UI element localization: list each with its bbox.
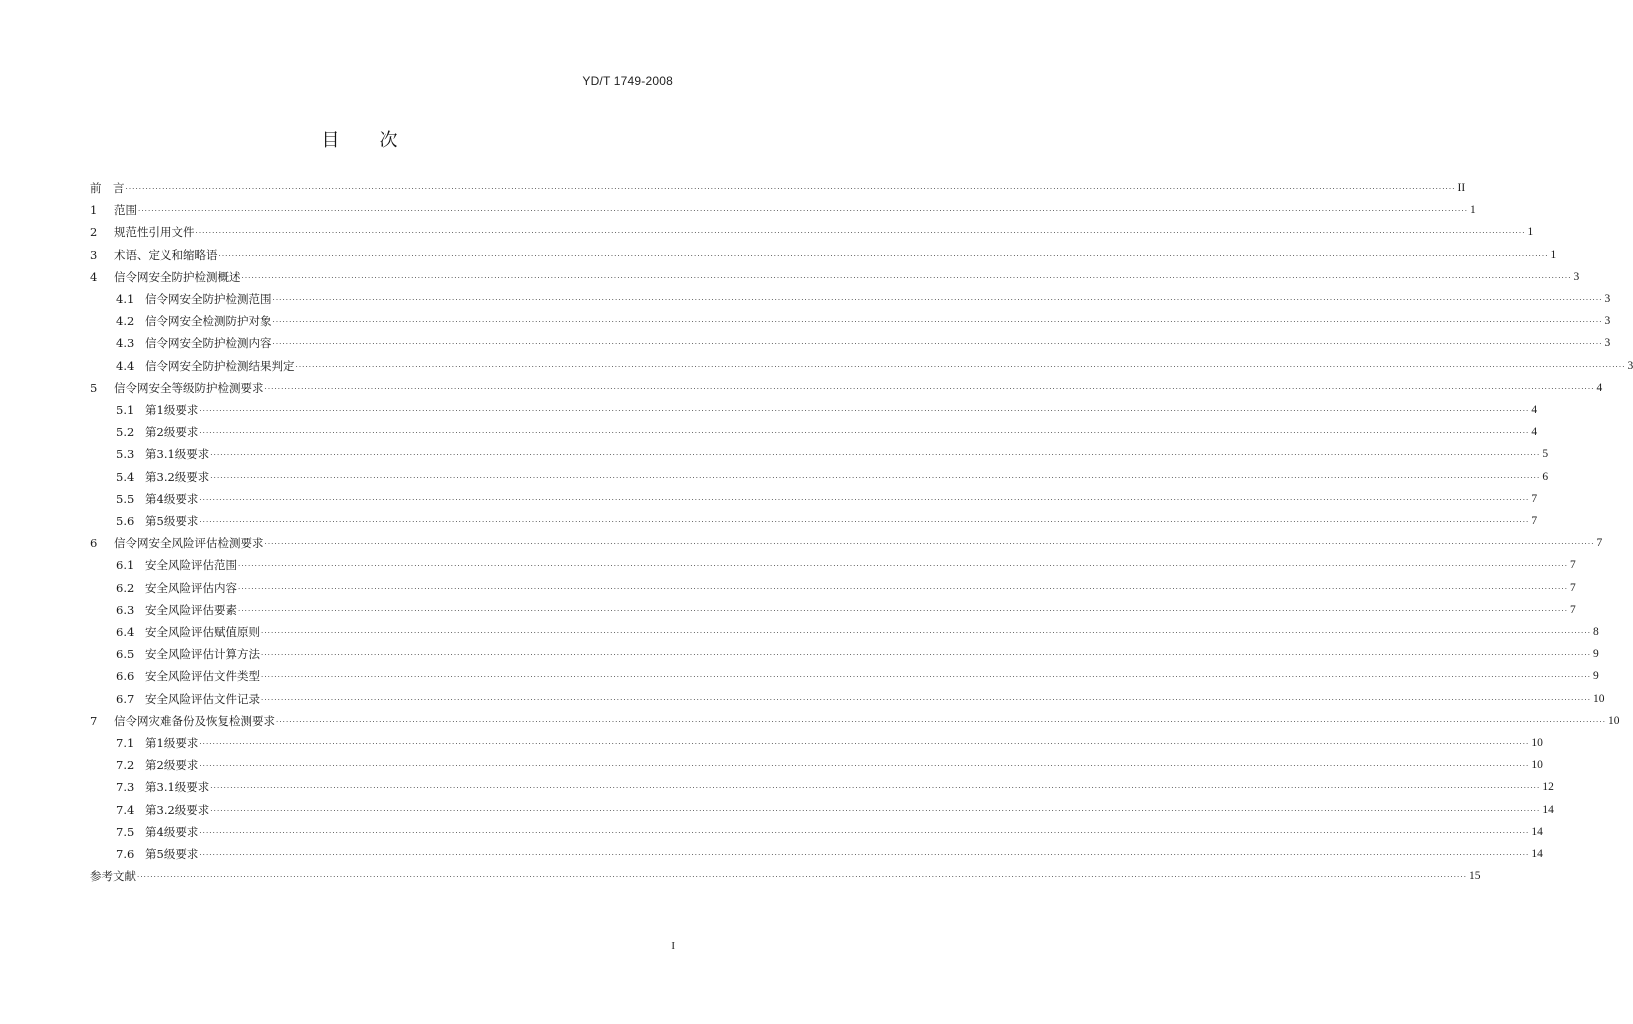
toc-entry-number: 6.5 — [116, 647, 135, 662]
toc-entry-title: 安全风险评估计算方法 — [145, 647, 260, 662]
toc-entry-page: 5 — [1542, 448, 1549, 461]
toc-entry[interactable] — [116, 397, 1538, 417]
toc-dot-leader: ················································································································································································································································································································································································································ — [238, 584, 1569, 593]
toc-entry[interactable] — [116, 663, 1599, 684]
toc-entry[interactable] — [116, 486, 1538, 506]
toc-dot-leader: ················································································································································································································································································································································································································ — [295, 362, 1626, 371]
toc-entry-title: 安全风险评估文件记录 — [145, 691, 260, 706]
toc-dot-leader: ················································································································································································································································································································································································································ — [199, 740, 1530, 748]
toc-entry[interactable] — [116, 308, 1611, 329]
toc-dot-leader: ················································································································································································································································································································································································································ — [210, 451, 1541, 460]
toc-entry[interactable] — [116, 841, 1543, 861]
toc-entry-page: 1 — [1527, 226, 1534, 239]
toc-entry-title: 第1级要求 — [145, 736, 199, 750]
toc-entry[interactable] — [90, 219, 1534, 240]
toc-entry-number: 6.3 — [116, 602, 135, 617]
toc-entry[interactable] — [90, 863, 1481, 884]
toc-entry-number: 4 — [90, 269, 98, 284]
toc-dot-leader: ················································································································································································································································································································································································································ — [125, 185, 1456, 193]
toc-entry[interactable] — [116, 819, 1543, 839]
toc-entry-number: 4.2 — [116, 314, 135, 329]
toc-entry[interactable] — [116, 441, 1549, 462]
toc-entry-title: 第2级要求 — [145, 758, 199, 773]
toc-dot-leader: ················································································································································································································································································································································································································ — [210, 806, 1541, 815]
toc-entry[interactable] — [116, 508, 1538, 528]
toc-entry-number: 6.7 — [116, 691, 135, 706]
toc-entry-title: 第4级要求 — [145, 824, 199, 839]
toc-entry-number: 6.4 — [116, 625, 135, 639]
toc-entry[interactable] — [90, 708, 1620, 728]
toc-entry-page: 10 — [1531, 737, 1543, 749]
toc-entry[interactable] — [116, 419, 1538, 440]
toc-dot-leader: ················································································································································································································································································································································································································ — [261, 629, 1592, 637]
toc-entry-page: 4 — [1596, 381, 1603, 394]
toc-entry-number: 7 — [90, 713, 98, 728]
toc-entry-page: 3 — [1604, 337, 1611, 350]
toc-dot-leader: ················································································································································································································································································································································································································ — [272, 296, 1603, 304]
toc-entry-title: 前 言 — [90, 181, 125, 195]
toc-entry-title: 安全风险评估范围 — [145, 558, 237, 573]
toc-entry-page: 6 — [1542, 470, 1549, 483]
toc-entry-title: 第5级要求 — [145, 847, 199, 861]
toc-entry-title: 信令网安全检测防护对象 — [145, 314, 272, 329]
toc-entry-page: II — [1457, 182, 1466, 194]
toc-entry-number: 7.3 — [116, 780, 135, 795]
toc-entry-page: 15 — [1469, 870, 1481, 883]
toc-entry-page: 9 — [1593, 670, 1599, 683]
toc-dot-leader: ················································································································································································································································································································································································································ — [264, 384, 1595, 393]
toc-entry-number: 2 — [90, 225, 98, 240]
toc-entry-page: 1 — [1470, 204, 1476, 217]
toc-entry[interactable] — [90, 197, 1476, 218]
toc-entry-page: 7 — [1570, 581, 1576, 594]
toc-entry-number: 6.1 — [116, 558, 135, 573]
page-number: I — [671, 940, 675, 952]
toc-dot-leader: ················································································································································································································································································································································································································ — [210, 473, 1541, 482]
toc-entry[interactable] — [90, 530, 1603, 551]
toc-entry-title: 第3.2级要求 — [145, 469, 210, 484]
toc-entry-number: 7.1 — [116, 736, 135, 750]
toc-entry-title: 信令网安全防护检测内容 — [145, 336, 272, 351]
toc-entry-page: 7 — [1531, 515, 1538, 527]
toc-entry-number: 7.2 — [116, 758, 135, 773]
toc-entry-page: 9 — [1593, 648, 1599, 661]
toc-entry-page: 3 — [1627, 359, 1633, 372]
toc-entry[interactable] — [90, 375, 1603, 395]
toc-entry-number: 5.5 — [116, 491, 135, 506]
toc-entry-page: 4 — [1531, 404, 1538, 416]
toc-entry-title: 第3.2级要求 — [145, 802, 210, 817]
toc-entry-number: 5 — [90, 380, 98, 395]
toc-entry-title: 信令网安全风险评估检测要求 — [114, 536, 264, 551]
toc-entry-number: 5.4 — [116, 469, 135, 484]
toc-entry-title: 第5级要求 — [145, 514, 199, 528]
toc-entry-page: 7 — [1531, 492, 1538, 505]
toc-entry-number: 4.3 — [116, 336, 135, 351]
toc-dot-leader: ················································································································································································································································································································································································································ — [138, 207, 1469, 216]
toc-entry[interactable] — [116, 464, 1549, 484]
toc-dot-leader: ················································································································································································································································································································································································································ — [276, 717, 1607, 726]
toc-entry[interactable] — [116, 552, 1576, 573]
toc-entry[interactable] — [116, 774, 1554, 795]
toc-entry-number: 7.5 — [116, 824, 135, 839]
toc-dot-leader: ················································································································································································································································································································································································································ — [199, 407, 1530, 415]
toc-entry-title: 安全风险评估要素 — [145, 602, 237, 617]
toc-entry[interactable] — [116, 575, 1576, 595]
toc-entry-title: 信令网安全等级防护检测要求 — [114, 380, 264, 395]
toc-entry[interactable] — [116, 641, 1599, 662]
toc-entry[interactable] — [116, 286, 1611, 306]
toc-entry-page: 7 — [1570, 603, 1576, 616]
toc-entry-title: 信令网安全防护检测概述 — [114, 269, 241, 284]
toc-entry-page: 3 — [1604, 315, 1611, 328]
toc-entry-page: 7 — [1596, 537, 1603, 550]
toc-entry-page: 10 — [1531, 759, 1543, 772]
toc-entry-title: 第4级要求 — [145, 491, 199, 506]
toc-entry-title: 信令网安全防护检测范围 — [145, 292, 272, 306]
toc-entry-number: 5.2 — [116, 425, 135, 440]
toc-entry-number: 3 — [90, 247, 98, 262]
toc-entry-title: 第3.1级要求 — [145, 780, 210, 795]
toc-entry-page: 12 — [1542, 781, 1554, 794]
toc-dot-leader: ················································································································································································································································································································································································································ — [199, 762, 1530, 771]
toc-entry-title: 第1级要求 — [145, 403, 199, 417]
toc-dot-leader: ················································································································································································································································································································································································································ — [199, 851, 1530, 859]
toc-entry-number: 5.3 — [116, 447, 135, 462]
toc-dot-leader: ················································································································································································································································································································································································································ — [210, 784, 1541, 793]
toc-entry-number: 4.4 — [116, 358, 135, 373]
toc-entry-title: 规范性引用文件 — [114, 225, 195, 240]
toc-dot-leader: ················································································································································································································································································································································································································ — [261, 695, 1592, 704]
toc-entry[interactable] — [90, 175, 1466, 195]
toc-entry[interactable] — [116, 686, 1605, 706]
toc-entry-page: 7 — [1570, 559, 1576, 572]
toc-dot-leader: ················································································································································································································································································································································································································ — [272, 340, 1603, 349]
toc-entry[interactable] — [116, 597, 1576, 617]
toc-entry-title: 安全风险评估赋值原则 — [145, 625, 260, 639]
toc-entry-number: 6.6 — [116, 669, 135, 684]
toc-dot-leader: ················································································································································································································································································································································································································ — [261, 651, 1592, 660]
toc-entry-page: 3 — [1573, 270, 1580, 283]
document-code: YD/T 1749-2008 — [582, 74, 673, 88]
toc-entry[interactable] — [90, 242, 1557, 262]
toc-entry[interactable] — [116, 730, 1543, 750]
toc-entry[interactable] — [90, 264, 1580, 284]
toc-entry[interactable] — [116, 752, 1543, 773]
toc-entry-page: 14 — [1542, 803, 1554, 816]
toc-entry-number: 1 — [90, 203, 98, 218]
toc-entry-page: 1 — [1550, 248, 1557, 261]
toc-entry-page: 10 — [1608, 714, 1620, 727]
toc-entry-title: 术语、定义和缩略语 — [114, 247, 218, 262]
toc-dot-leader: ················································································································································································································································································································································································································ — [199, 518, 1530, 526]
toc-entry-page: 3 — [1604, 293, 1611, 305]
toc-entry-number: 7.4 — [116, 802, 135, 817]
toc-entry-title: 第3.1级要求 — [145, 447, 210, 462]
toc-dot-leader: ················································································································································································································································································································································································································ — [199, 495, 1530, 504]
toc-entry[interactable] — [116, 330, 1611, 351]
toc-entry-number: 4.1 — [116, 292, 135, 306]
toc-entry-title: 范围 — [114, 203, 137, 218]
toc-entry-page: 4 — [1531, 426, 1538, 439]
toc-entry-title: 参考文献 — [90, 869, 136, 884]
toc-dot-leader: ················································································································································································································································································································································································································ — [238, 606, 1569, 615]
toc-entry-page: 14 — [1531, 825, 1543, 838]
toc-entry-number: 7.6 — [116, 847, 135, 861]
toc-dot-leader: ················································································································································································································································································································································································································ — [195, 229, 1526, 238]
toc-dot-leader: ················································································································································································································································································································································································································ — [264, 540, 1595, 549]
toc-entry-title: 安全风险评估文件类型 — [145, 669, 260, 684]
toc-entry-page: 14 — [1531, 848, 1543, 860]
toc-entry-page: 8 — [1593, 626, 1599, 638]
toc-entry-title: 安全风险评估内容 — [145, 580, 237, 595]
toc-dot-leader: ················································································································································································································································································································································································································ — [218, 251, 1549, 260]
toc-dot-leader: ················································································································································································································································································································································································································ — [199, 429, 1530, 438]
toc-entry-title: 信令网灾难备份及恢复检测要求 — [114, 713, 275, 728]
toc-title: 目次 — [321, 130, 438, 151]
toc-dot-leader: ················································································································································································································································································································································································································ — [199, 828, 1530, 837]
toc-entry-number: 6 — [90, 536, 98, 551]
toc-entry[interactable] — [116, 619, 1599, 639]
toc-entry-number: 5.6 — [116, 514, 135, 528]
toc-entry-page: 10 — [1593, 692, 1605, 705]
toc-dot-leader: ················································································································································································································································································································································································································ — [241, 273, 1572, 282]
toc-dot-leader: ················································································································································································································································································································································································································ — [272, 318, 1603, 327]
toc-entry-number: 5.1 — [116, 403, 135, 417]
toc-entry[interactable] — [116, 797, 1554, 817]
toc-entry-title: 第2级要求 — [145, 425, 199, 440]
toc-dot-leader: ················································································································································································································································································································································································································ — [238, 562, 1569, 571]
toc-entry[interactable] — [116, 353, 1633, 373]
toc-entry-title: 信令网安全防护检测结果判定 — [145, 358, 295, 373]
toc-dot-leader: ················································································································································································································································································································································································································ — [261, 673, 1592, 682]
toc-dot-leader: ················································································································································································································································································································································································································ — [137, 873, 1468, 882]
toc-entry-number: 6.2 — [116, 580, 135, 595]
